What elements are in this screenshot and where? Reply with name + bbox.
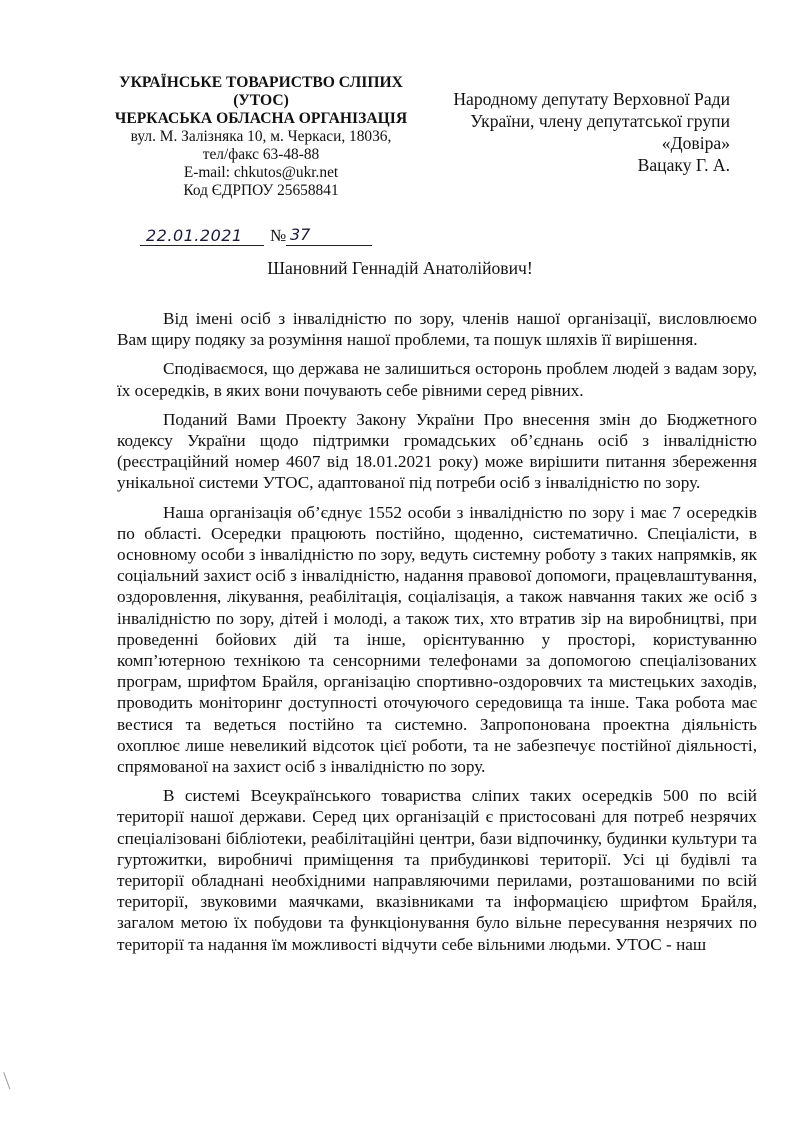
body-paragraph: Сподіваємося, що держава не залишиться осторонь проблем людей з вадам зору, їх осередків, в яких вони почувають себе рівними серед рівних. xyxy=(117,359,757,400)
letter-body xyxy=(117,308,757,963)
sender-branch-name: ЧЕРКАСЬКА ОБЛАСНА ОРГАНІЗАЦІЯ xyxy=(114,110,408,127)
registration-date: 22.01.2021 xyxy=(146,226,243,245)
recipient-block xyxy=(415,88,730,176)
sender-address: вул. М. Залізняка 10, м. Черкаси, 18036, xyxy=(130,128,392,145)
sender-org-name: УКРАЇНСЬКЕ ТОВАРИСТВО СЛІПИХ xyxy=(119,74,403,91)
sender-email: E-mail: chkutos@ukr.net xyxy=(183,164,339,181)
date-underline xyxy=(140,245,264,246)
body-paragraph: Наша організація об’єднує 1552 особи з інвалідністю по зору і має 7 осередків по області. Осередки працюють постійно, щоденно, систематично. Спеціалісти, в основному особи з інвалідністю по зору, ведуть системну роботу з таких напрямків, як соціальний захист осіб з інвалідністю, надання правової допомоги, працевлаштування, оздоровлення, лікування, реабілітація, соціалізація, а також навчання таких же осіб з інвалідністю по зору, дітей і молоді, а також тих, хто втратив зір на виробництві, при проведенні бойових дій та інше, орієнтуванню у просторі, користуванню комп’ютерною технікою та сенсорними телефонами за допомогою спеціалізованих програм, шрифтом Брайля, організацію спортивно-оздоровчих та мистецьких заходів, проводить моніторинг доступності оточуючого середовища та інше. Така робота має вестися та ведеться постійно та системно. Запропонована проектна діяльність охоплює лише невеликий відсоток цієї роботи, та не забезпечує постійної діяльності, спрямованої на захист осіб з інвалідністю по зору. xyxy=(117,502,757,777)
registration-number: 37 xyxy=(290,225,311,244)
sender-header xyxy=(96,74,426,200)
sender-code: Код ЄДРПОУ 25658841 xyxy=(183,182,339,199)
body-paragraph: Поданий Вами Проекту Закону України Про внесення змін до Бюджетного кодексу України щодо підтримки громадських об’єднань осіб з інвалідністю (реєстраційний номер 4607 від 18.01.2021 року) може вирішити питання збереження унікальної системи УТОС, адаптованої під потреби осіб з інвалідністю по зору. xyxy=(117,409,757,493)
recipient-name: Вацаку Г. А. xyxy=(637,155,730,175)
recipient-line: України, члену депутатської групи xyxy=(470,111,730,131)
body-paragraph: Від імені осіб з інвалідністю по зору, членів нашої організації, висловлюємо Вам щиру подяку за розуміння нашої проблеми, та пошук шляхів її вирішення. xyxy=(117,309,757,350)
recipient-line: Народному депутату Верховної Ради xyxy=(453,89,730,109)
body-paragraph: В системі Всеукраїнського товариства сліпих таких осередків 500 по всій території нашої держави. Серед цих організацій є пристосовані для потреб незрячих спеціалізовані бібліотеки, реабілітаційні центри, бази відпочинку, будинки культури та гуртожитки, виробничі приміщення та прибудинкові території. Усі ці будівлі та території обладнані необхідними направляючими перилами, розташованими по всій території, звуковими маячками, вказівниками та інформацією шрифтом Брайля, загалом метою їх побудови та функціонування було вільне пересування незрячих по території та надання їм можливості відчути себе вільними людьми. УТОС - наш xyxy=(117,786,757,954)
sender-phone: тел/факс 63-48-88 xyxy=(202,146,320,163)
number-underline xyxy=(286,245,372,246)
number-label: № xyxy=(270,226,287,245)
recipient-line: «Довіра» xyxy=(661,133,730,153)
registration-line xyxy=(140,224,380,252)
salutation: Шановний Геннадій Анатолійович! xyxy=(267,258,533,278)
sender-org-abbr: (УТОС) xyxy=(233,92,289,109)
scan-artifact xyxy=(3,1069,19,1090)
